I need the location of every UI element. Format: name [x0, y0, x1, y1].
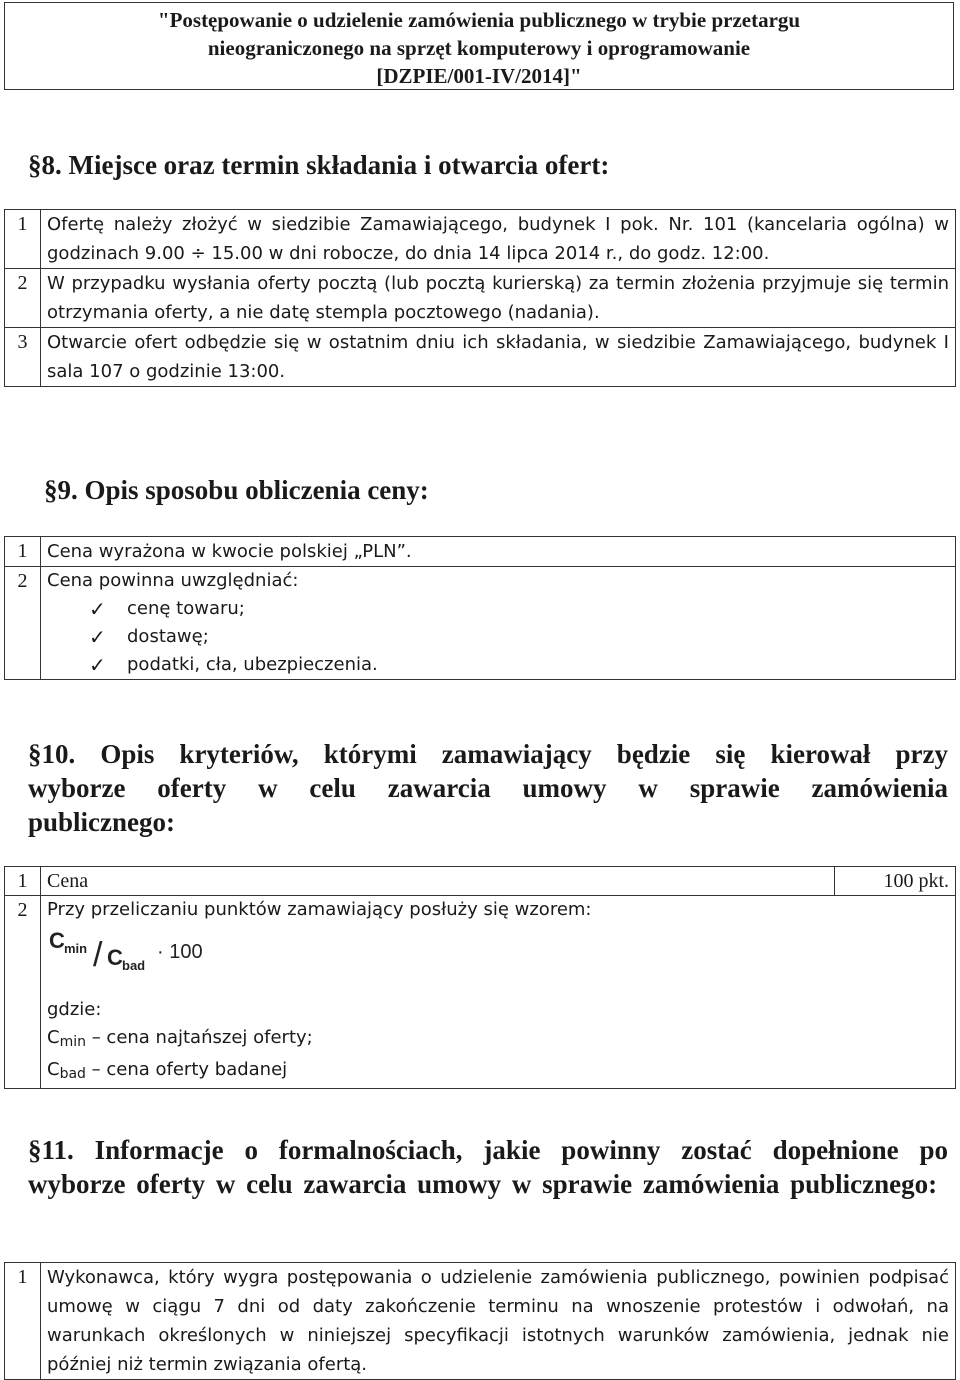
row-number: 1	[5, 867, 41, 896]
row-number: 2	[5, 269, 41, 328]
table-row	[5, 896, 956, 1089]
section-8-table	[4, 209, 956, 387]
section-8-title: §8. Miejsce oraz termin składania i otwarcia ofert:	[28, 150, 610, 180]
formula-sub-bad: bad	[122, 958, 146, 973]
table-row	[5, 567, 956, 680]
header-line-3: [DZPIE/001-IV/2014]"	[376, 64, 582, 88]
document-header	[4, 2, 954, 90]
row-text	[41, 567, 956, 680]
list-item: ✓ dostawę;	[89, 625, 209, 649]
row-number: 1	[5, 210, 41, 269]
header-line-2: nieograniczonego na sprzęt komputerowy i oprogramowanie	[207, 36, 751, 60]
row-text: Ofertę należy złożyć w siedzibie Zamawiającego, budynek I pok. Nr. 101 (kancelaria ogólna) w godzinach 9.00 ÷ 15.00 w dni robocze, do dnia 14 lipca 2014 r., do godz. 12:00.	[41, 210, 956, 269]
table-row	[5, 210, 956, 269]
section-9-table	[4, 536, 956, 680]
row-number: 3	[5, 328, 41, 387]
price-components-list	[47, 595, 949, 679]
row-number: 1	[5, 1263, 41, 1380]
checkmark-icon: ✓	[89, 597, 106, 621]
row-number: 1	[5, 537, 41, 567]
table-row	[5, 269, 956, 328]
row-number: 2	[5, 896, 41, 1089]
formula-sub-min: min	[64, 941, 88, 956]
table-row	[5, 328, 956, 387]
section-9-title: §9. Opis sposobu obliczenia ceny:	[44, 475, 429, 505]
criterion-name: Cena	[41, 867, 835, 896]
formula-slash: /	[93, 936, 103, 974]
formula-c-min: C	[49, 928, 65, 953]
checkmark-icon: ✓	[89, 653, 106, 677]
definition-c-bad: $C_{bad}$ – cena oferty badanej	[47, 1059, 288, 1082]
price-components-intro: Cena powinna uwzględniać:	[47, 570, 299, 591]
row-text: Wykonawca, który wygra postępowania o udzielenie zamówienia publicznego, powinien podpisać umowę w ciągu 7 dni od daty zakończenie terminu na wnoszenie protestów i odwołań, na warunkach określonych w niniejszej specyfikacji istotnych warunków zamówienia, jednak nie później niż termin związania ofertą.	[41, 1263, 956, 1380]
section-10-table	[4, 866, 956, 1089]
row-text: W przypadku wysłania oferty pocztą (lub pocztą kurierską) za termin złożenia przyjmuje się termin otrzymania oferty, a nie datę stempla pocztowego (nadania).	[41, 269, 956, 328]
row-number: 2	[5, 567, 41, 680]
checkmark-icon: ✓	[89, 625, 106, 649]
table-row	[5, 1263, 956, 1380]
formula-intro: Przy przeliczaniu punktów zamawiający posłuży się wzorem:	[47, 899, 592, 920]
table-row	[5, 537, 956, 567]
section-11-table	[4, 1262, 956, 1380]
table-row	[5, 867, 956, 896]
list-item: ✓ cenę towaru;	[89, 597, 245, 621]
criterion-points: 100 pkt.	[835, 867, 956, 896]
header-line-1: "Postępowanie o udzielenie zamówienia publicznego w trybie przetargu	[157, 8, 801, 32]
list-item: ✓ podatki, cła, ubezpieczenia.	[89, 653, 378, 677]
row-text: Cena wyrażona w kwocie polskiej „PLN”.	[41, 537, 956, 567]
definition-c-min: $C_{min}$ – cena najtańszej oferty;	[47, 1027, 313, 1050]
section-11-title: §11. Informacje o formalnościach, jakie powinny zostać dopełnione po wyborze oferty w celu zawarcia umowy w sprawie zamówienia publicznego:	[28, 1135, 948, 1199]
section-10-title: §10. Opis kryteriów, którymi zamawiający będzie się kierował przy wyborze oferty w celu zawarcia umowy w sprawie zamówienia publicznego:	[28, 739, 948, 837]
row-text: Otwarcie ofert odbędzie się w ostatnim dniu ich składania, w siedzibie Zamawiającego, budynek I sala 107 o godzinie 13:00.	[41, 328, 956, 387]
formula-multiplier: · 100	[157, 941, 203, 963]
formula-c-bad: C	[107, 945, 123, 970]
row-text	[41, 896, 956, 1089]
formula-where: gdzie:	[47, 999, 102, 1020]
price-formula	[47, 928, 227, 978]
